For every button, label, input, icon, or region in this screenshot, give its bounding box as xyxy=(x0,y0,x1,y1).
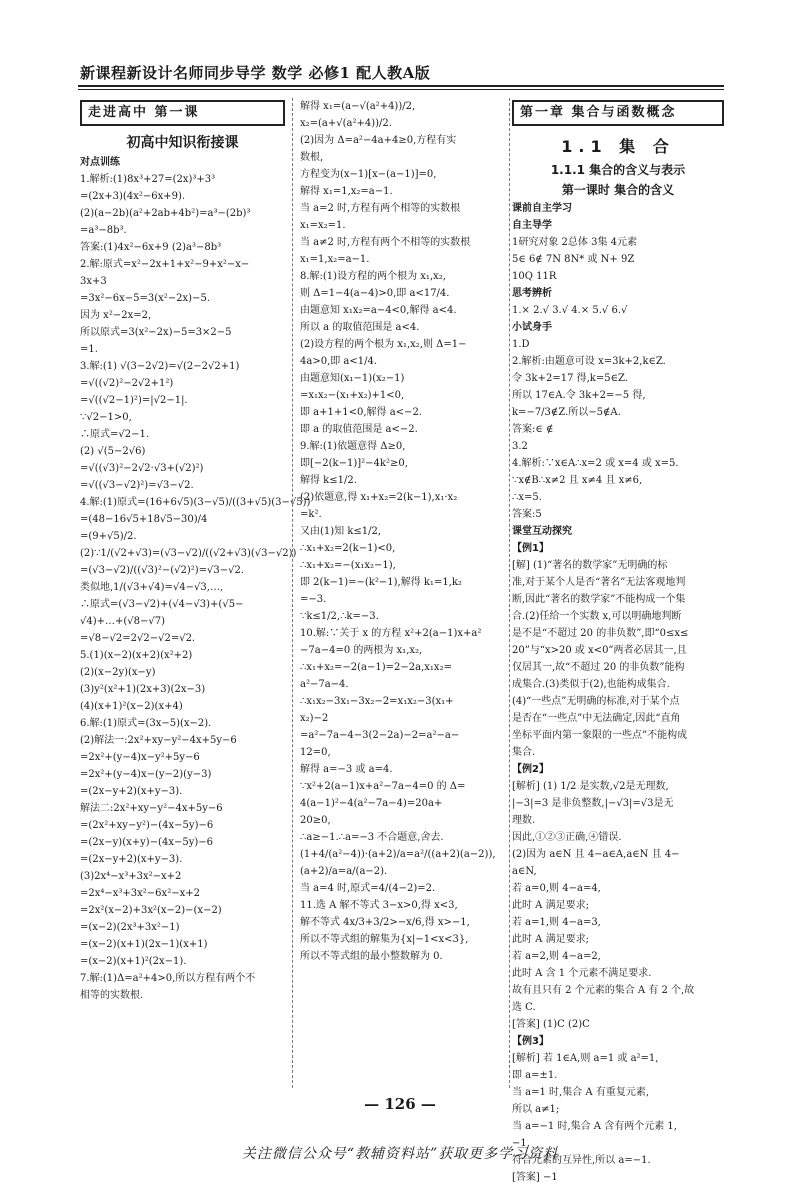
text-line: (4)“一些点”无明确的标准,对于某个点 xyxy=(512,696,680,707)
lesson-title: 第一课时 集合的含义 xyxy=(561,183,675,197)
text-line: 7.解:(1)Δ=a²+4>0,所以方程有两个不 xyxy=(80,973,256,984)
text-line: 所以 a 的取值范围是 a<4. xyxy=(300,322,420,333)
text-line: 3.解:(1) √(3−2√2)=√(2−2√2+1) xyxy=(80,361,240,372)
text-line: 12=0, xyxy=(300,747,331,758)
column-right xyxy=(512,98,724,1183)
text-line: 类似地,1/(√3+√4)=√4−√3,…, xyxy=(80,582,224,593)
text-line: 3x+3 xyxy=(80,276,107,287)
text-line: 理数. xyxy=(512,815,536,826)
text-line: 因此,①②③正确,④错误. xyxy=(512,832,622,843)
text-line: 此时 A 含 1 个元素不满足要求. xyxy=(512,968,652,979)
text-line: 20”与“x>20 或 x<0”两者必居其一,且 xyxy=(512,645,687,656)
text-line: 由题意知 x₁x₂=a−4<0,解得 a<4. xyxy=(300,305,457,316)
text-line: 自主导学 xyxy=(512,220,552,231)
text-line: 当 a=−1 时,集合 A 含有两个元素 1, xyxy=(512,1121,677,1132)
text-line: =(9+√5)/2. xyxy=(80,531,137,542)
text-line: (2)解法一:2x²+xy−y²−4x+5y−6 xyxy=(80,735,237,746)
text-line: 即 2(k−1)=−(k²−1),解得 k₁=1,k₂ xyxy=(300,577,462,588)
text-line: (a+2)/a=a/(a−2). xyxy=(300,866,388,877)
text-line: =(48−16√5+18√5−30)/4 xyxy=(80,514,208,525)
text-line: 则 Δ=1−4(a−4)>0,即 a<17/4. xyxy=(300,288,450,299)
text-line: k=−7/3∉Z.所以−5∉A. xyxy=(512,407,621,418)
text-line: x₁=x₂=1. xyxy=(300,220,346,231)
running-header: 新课程新设计名师同步导学 数学 必修1 配人教A版 xyxy=(80,64,431,82)
text-line: ∵x∉B∴x≠2 且 x≠4 且 x≠6, xyxy=(512,475,643,486)
text-line: x₂)−2 xyxy=(300,713,329,724)
text-line: =2x⁴−x³+3x²−6x²−x+2 xyxy=(80,888,200,899)
text-line: ∴原式=√2−1. xyxy=(80,429,150,440)
text-line: =−3. xyxy=(300,594,327,605)
text-line: =(x−2)(x+1)²(2x−1). xyxy=(80,956,187,967)
text-line: (2)设方程的两个根为 x₁,x₂,则 Δ=1− xyxy=(300,339,467,350)
text-line: 解得 k≤1/2. xyxy=(300,475,357,486)
text-line: =k². xyxy=(300,509,322,520)
text-line: 所以 a≠1; xyxy=(512,1104,560,1115)
text-line: 小试身手 xyxy=(512,322,552,333)
text-line: (2)因为 Δ=a²−4a+4≥0,方程有实 xyxy=(300,135,457,146)
text-line: =√8−√2=2√2−√2=√2. xyxy=(80,633,196,644)
column-divider xyxy=(509,98,510,1088)
chapter-section-title: 1.1 集 合 xyxy=(561,137,675,156)
text-line: 成集合.(3)类似于(2),也能构成集合. xyxy=(512,679,670,690)
text-line: 仅居其一,故“不超过 20 的非负数”能构 xyxy=(512,662,685,673)
text-line: ∴x₁+x₂=2(k−1)<0, xyxy=(300,543,396,554)
text-line: 所以不等式组的最小整数解为 0. xyxy=(300,951,443,962)
text-line: 是不是“不超过 20 的非负数”,即“0≤x≤ xyxy=(512,628,689,639)
text-line: x₁=1,x₂=a−1. xyxy=(300,254,370,265)
text-line: 当 a≠2 时,方程有两个不相等的实数根 xyxy=(300,237,471,248)
text-line: ∴a≥−1.∴a=−3 不合题意,舍去. xyxy=(300,832,444,843)
text-line: 若 a=2,则 4−a=2, xyxy=(512,951,601,962)
text-line: 又由(1)知 k≤1/2, xyxy=(300,526,382,537)
text-line: =2x²+(y−4)x−(y−2)(y−3) xyxy=(80,769,212,780)
text-line: 8.解:(1)设方程的两个根为 x₁,x₂, xyxy=(300,271,446,282)
chapter-box-title: 第一章 集合与函数概念 xyxy=(512,100,724,126)
text-line: 所以 17∈A.令 3k+2=−5 得, xyxy=(512,390,646,401)
section-box-title: 走进高中 第一课 xyxy=(80,100,285,126)
text-line: 答案:∈ ∉ xyxy=(512,424,554,435)
text-line: =(2x²+xy−y²)−(4x−5y)−6 xyxy=(80,820,214,831)
text-line: =(2x−y+2)(x+y−3). xyxy=(80,786,183,797)
text-line: [答案] −1 xyxy=(512,1172,558,1183)
text-line: =a²−7a−4−3(2−2a)−2=a²−a− xyxy=(300,730,460,741)
text-line: −7a−4=0 的两根为 x₁,x₂, xyxy=(300,645,423,656)
text-line: =(x−2)(x+1)(2x−1)(x+1) xyxy=(80,939,208,950)
text-line: 集合. xyxy=(512,747,536,758)
text-line: 4.解:(1)原式=(16+6√5)(3−√5)/((3+√5)(3−√5)) xyxy=(80,497,311,508)
text-line: 方程变为(x−1)[x−(a−1)]=0, xyxy=(300,169,437,180)
text-line: ∵x²+2(a−1)x+a²−7a−4=0 的 Δ= xyxy=(300,781,466,792)
column-middle-body xyxy=(300,98,507,965)
text-line: (2)(x−2y)(x−y) xyxy=(80,667,156,678)
text-line: ∴x=5. xyxy=(512,492,542,503)
text-line: [解析] (1) 1/2 是实数,√2是无理数, xyxy=(512,781,669,792)
text-line: 当 a=2 时,方程有两个相等的实数根 xyxy=(300,203,461,214)
section-title: 初高中知识衔接课 xyxy=(126,135,239,151)
text-line: 符合元素的互异性,所以 a=−1. xyxy=(512,1155,651,1166)
text-line: 课堂互动探究 xyxy=(512,526,572,537)
text-line: (2) √(5−2√6) xyxy=(80,446,146,457)
text-line: (2)∵1/(√2+√3)=(√3−√2)/((√2+√3)(√3−√2)) xyxy=(80,548,297,559)
text-line: =2x²(x−2)+3x²(x−2)−(x−2) xyxy=(80,905,222,916)
text-line: 即 a 的取值范围是 a<−2. xyxy=(300,424,418,435)
text-line: =(2x−y+2)(x+y−3). xyxy=(80,854,183,865)
text-line: 解法二:2x²+xy−y²−4x+5y−6 xyxy=(80,803,223,814)
text-line: [解析] 若 1∈A,则 a=1 或 a²=1, xyxy=(512,1053,659,1064)
text-line: 11.选 A 解不等式 3−x>0,得 x<3, xyxy=(300,900,458,911)
text-line: 解不等式 4x/3+3/2>−x/6,得 x>−1, xyxy=(300,917,470,928)
text-line: ∴x₁+x₂=−2(a−1)=2−2a,x₁x₂= xyxy=(300,662,452,673)
column-divider xyxy=(292,98,293,1088)
text-line: 5.(1)(x−2)(x+2)(x²+2) xyxy=(80,650,193,661)
text-line: (4)(x+1)²(x−2)(x+4) xyxy=(80,701,183,712)
text-line: ∴x₁x₂−3x₁−3x₂−2=x₁x₂−3(x₁+ xyxy=(300,696,454,707)
text-line: 10Q 11R xyxy=(512,271,557,282)
text-line: 【例1】 xyxy=(512,543,549,554)
text-line: =(2x−y)(x+y)−(4x−5y)−6 xyxy=(80,837,213,848)
text-line: 答案:5 xyxy=(512,509,542,520)
text-line: [解] (1)“著名的数学家”无明确的标 xyxy=(512,560,668,571)
text-line: =√((√3−√2)²)=√3−√2. xyxy=(80,480,194,491)
header-rule-thin xyxy=(78,89,724,90)
text-line: 课前自主学习 xyxy=(512,203,572,214)
text-line: 1.× 2.√ 3.√ 4.× 5.√ 6.√ xyxy=(512,305,628,316)
text-line: =√((√2−1)²)=|√2−1|. xyxy=(80,395,188,406)
text-line: 解得 x₁=(a−√(a²+4))/2, xyxy=(300,101,416,112)
text-line: 【例2】 xyxy=(512,764,549,775)
text-line: 断,因此“著名的数学家”不能构成一个集 xyxy=(512,594,686,605)
text-line: 答案:(1)4x²−6x+9 (2)a³−8b³ xyxy=(80,242,222,253)
text-line: 因为 x²−2x=2, xyxy=(80,310,152,321)
text-line: 1.解析:(1)8x³+27=(2x)³+3³ xyxy=(80,174,216,185)
text-line: 思考辨析 xyxy=(512,288,552,299)
text-line: 对点训练 xyxy=(80,157,120,168)
text-line: 即 a+1+1<0,解得 a<−2. xyxy=(300,407,422,418)
text-line: 1研究对象 2总体 3集 4元素 xyxy=(512,237,637,248)
text-line: =a³−8b³. xyxy=(80,225,127,236)
text-line: (3)y²(x²+1)(2x+3)(2x−3) xyxy=(80,684,206,695)
text-line: 此时 A 满足要求; xyxy=(512,934,589,945)
text-line: (1+4/(a²−4))·(a+2)/a=a²/((a+2)(a−2)), xyxy=(300,849,496,860)
column-middle xyxy=(300,98,507,1098)
text-line: [答案] (1)C (2)C xyxy=(512,1019,590,1030)
text-line: a∈N, xyxy=(512,866,537,877)
text-line: 令 3k+2=17 得,k=5∈Z. xyxy=(512,373,628,384)
text-line: ∴原式=(√3−√2)+(√4−√3)+(√5− xyxy=(80,599,244,610)
text-line: =3x²−6x−5=3(x²−2x)−5. xyxy=(80,293,211,304)
text-line: 选 C. xyxy=(512,1002,536,1013)
text-line: |−3|=3 是非负整数,|−√3|=√3是无 xyxy=(512,798,674,809)
text-line: =1. xyxy=(80,344,98,355)
text-line: 所以不等式组的解集为{x|−1<x<3}, xyxy=(300,934,469,945)
text-line: 数根, xyxy=(300,152,324,163)
text-line: −1, xyxy=(512,1138,530,1149)
text-line: 10.解:∵关于 x 的方程 x²+2(a−1)x+a² xyxy=(300,628,482,639)
text-line: 此时 A 满足要求; xyxy=(512,900,589,911)
text-line: =2x²+(y−4)x−y²+5y−6 xyxy=(80,752,200,763)
text-line: 合.(2)任给一个实数 x,可以明确地判断 xyxy=(512,611,682,622)
text-line: 4.解析:∵x∈A∴x=2 或 x=4 或 x=5. xyxy=(512,458,679,469)
text-line: 6.解:(1)原式=(3x−5)(x−2). xyxy=(80,718,212,729)
text-line: (2)(a−2b)(a²+2ab+4b²)=a³−(2b)³ xyxy=(80,208,251,219)
text-line: 3.2 xyxy=(512,441,528,452)
text-line: 1.D xyxy=(512,339,530,350)
text-line: (3)2x⁴−x³+3x²−x+2 xyxy=(80,871,182,882)
footer-note: 关注微信公众号“教辅资料站”获取更多学习资料 xyxy=(241,1146,559,1162)
text-line: =x₁x₂−(x₁+x₂)+1<0, xyxy=(300,390,405,401)
text-line: 由题意知(x₁−1)(x₂−1) xyxy=(300,373,405,384)
text-line: 【例3】 xyxy=(512,1036,549,1047)
text-line: 解得 x₁=1,x₂=a−1. xyxy=(300,186,393,197)
text-line: =√((√2)²−2√2+1²) xyxy=(80,378,174,389)
text-line: 解得 a=−3 或 a=4. xyxy=(300,764,393,775)
text-line: 若 a=1,则 4−a=3, xyxy=(512,917,601,928)
page-number: — 126 — xyxy=(364,1095,436,1113)
text-line: =(2x+3)(4x²−6x+9). xyxy=(80,191,186,202)
text-line: 2.解析:由题意可设 x=3k+2,k∈Z. xyxy=(512,356,666,367)
header-rule xyxy=(78,85,724,87)
text-line: 若 a=0,则 4−a=4, xyxy=(512,883,601,894)
text-line: 5∈ 6∉ 7N 8N* 或 N+ 9Z xyxy=(512,254,635,265)
text-line: =√((√3)²−2√2·√3+(√2)²) xyxy=(80,463,204,474)
text-line: ∴x₁+x₂=−(x₁x₂−1), xyxy=(300,560,396,571)
text-line: 即 a=±1. xyxy=(512,1070,558,1081)
text-line: (2)因为 a∈N 且 4−a∈A,a∈N 且 4− xyxy=(512,849,680,860)
text-line: 4a>0,即 a<1/4. xyxy=(300,356,378,367)
text-line: x₂=(a+√(a²+4))/2. xyxy=(300,118,392,129)
subsection-title: 1.1.1 集合的含义与表示 xyxy=(550,163,686,177)
text-line: ∵k≤1/2,∴k=−3. xyxy=(300,611,379,622)
text-line: 相等的实数根. xyxy=(80,990,144,1001)
text-line: 所以原式=3(x²−2x)−5=3×2−5 xyxy=(80,327,232,338)
text-line: 坐标平面内第一象限的一些点”不能构成 xyxy=(512,730,688,741)
text-line: √4)+…+(√8−√7) xyxy=(80,616,166,627)
text-line: a²−7a−4. xyxy=(300,679,349,690)
text-line: 20≥0, xyxy=(300,815,331,826)
column-right-body xyxy=(512,200,724,1186)
text-line: 是否在“一些点”中无法确定,因此“直角 xyxy=(512,713,681,724)
text-line: 当 a=4 时,原式=4/(4−2)=2. xyxy=(300,883,436,894)
text-line: 4(a−1)²−4(a²−7a−4)=20a+ xyxy=(300,798,443,809)
text-line: 9.解:(1)依题意得 Δ≥0, xyxy=(300,441,406,452)
text-line: ∵√2−1>0, xyxy=(80,412,132,423)
text-line: (2)依题意,得 x₁+x₂=2(k−1),x₁·x₂ xyxy=(300,492,458,503)
text-line: 准,对于某个人是否“著名”无法客观地判 xyxy=(512,577,686,588)
text-line: 故有且只有 2 个元素的集合 A 有 2 个,故 xyxy=(512,985,695,996)
text-line: 即[−2(k−1)]²−4k²≥0, xyxy=(300,458,408,469)
text-line: 当 a=1 时,集合 A 有重复元素, xyxy=(512,1087,649,1098)
text-line: 2.解:原式=x²−2x+1+x²−9+x²−x− xyxy=(80,259,250,270)
text-line: =(x−2)(2x³+3x²−1) xyxy=(80,922,180,933)
text-line: =(√3−√2)/((√3)²−(√2)²)=√3−√2. xyxy=(80,565,245,576)
